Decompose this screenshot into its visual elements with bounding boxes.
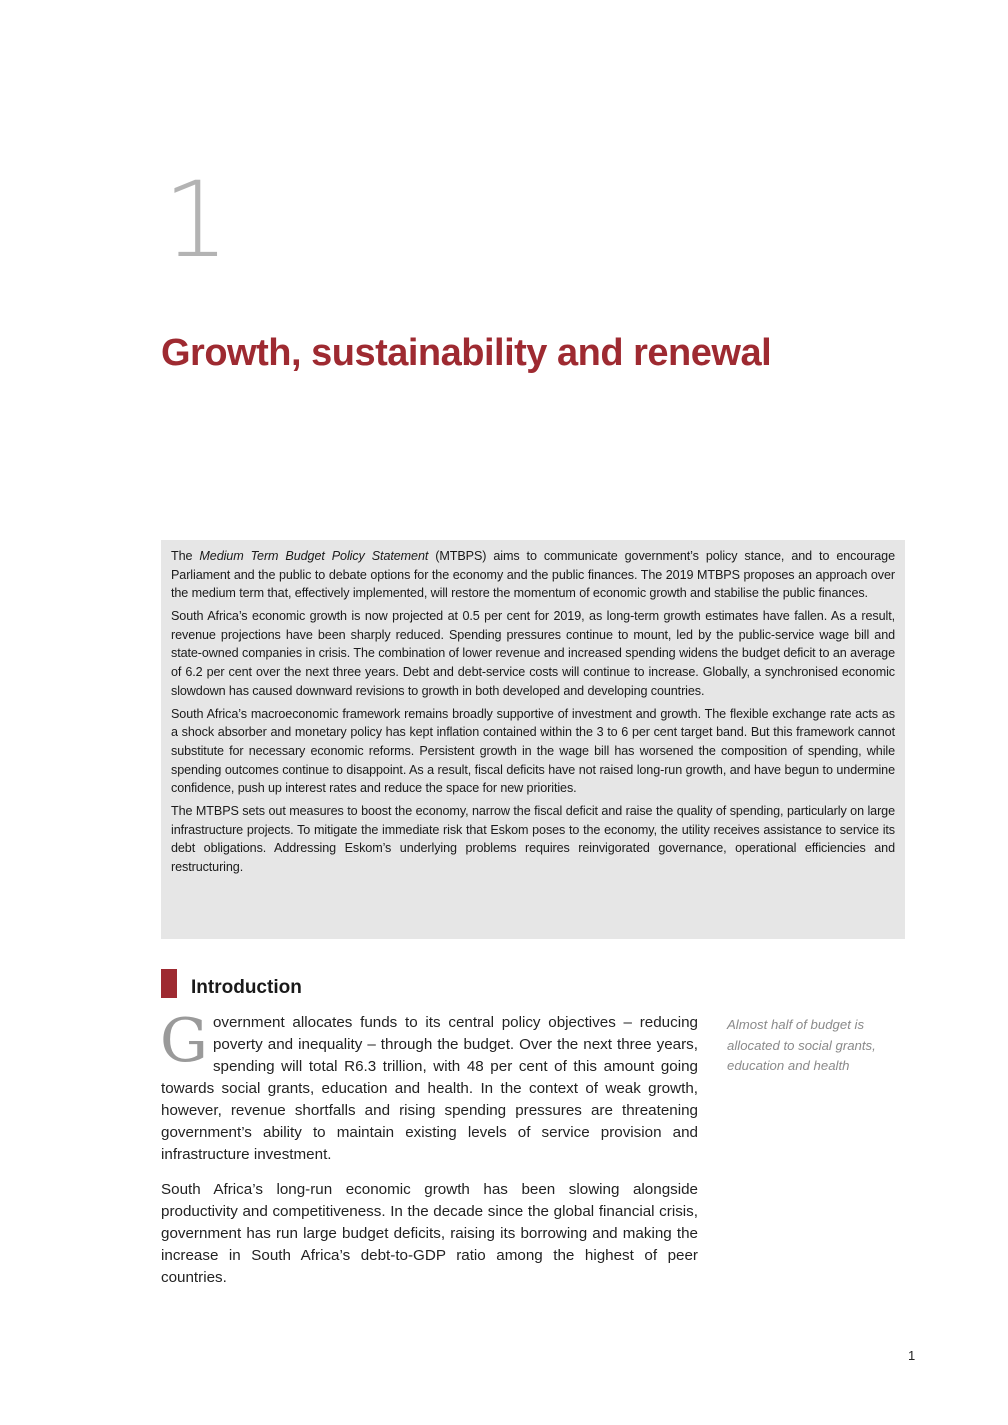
page-number: 1	[908, 1348, 916, 1363]
summary-paragraph-2: South Africa’s economic growth is now projected at 0.5 per cent for 2019, as long-term growth estimates have fallen. As a result, revenue projections have been sharply reduced. Spending pressures continue to mount, led by the public-service wage bill and state-owned companies in crisis. The combination of lower revenue and increased spending widens the budget deficit to an average of 6.2 per cent over the next three years. Debt and debt-service costs will continue to increase. Globally, a synchronised economic slowdown has caused downward revisions to growth in both developed and developing countries.	[171, 609, 895, 698]
summary-paragraph-1	[171, 547, 895, 603]
section-title: Introduction	[191, 977, 302, 998]
summary-paragraph-3: South Africa’s macroeconomic framework remains broadly supportive of investment and growth. The flexible exchange rate acts as a shock absorber and monetary policy has kept inflation contained within the 3 to 6 per cent target band. But this framework cannot substitute for necessary economic reforms. Persistent growth in the wage bill has worsened the composition of spending, while spending outcomes continue to disappoint. As a result, fiscal deficits have not raised long-run growth, and have begun to undermine confidence, push up interest rates and reduce the space for new priorities.	[171, 706, 895, 796]
introduction-paragraph-2: South Africa’s long-run economic growth has been slowing alongside productivity and competitiveness. In the decade since the global financial crisis, government has run large budget deficits, raising its borrowing and making the increase in South Africa’s debt-to-GDP ratio among the highest of peer countries.	[161, 1181, 698, 1286]
margin-note: Almost half of budget is allocated to social grants, education and health	[727, 1017, 876, 1073]
chapter-title: Growth, sustainability and renewal	[161, 332, 772, 374]
summary-paragraph-4: The MTBPS sets out measures to boost the economy, narrow the fiscal deficit and raise the quality of spending, particularly on large infrastructure projects. To mitigate the immediate risk that Eskom poses to the economy, the utility receives assistance to service its debt obligations. Addressing Eskom’s underlying problems requires reinvigorated governance, operational efficiencies and restructuring.	[171, 804, 895, 874]
drop-cap: G	[160, 1006, 208, 1076]
introduction-paragraph-1	[160, 1006, 698, 1166]
body-text-column	[160, 1006, 698, 1302]
section-marker-bar	[161, 969, 177, 998]
summary-p1-intro: The	[171, 549, 200, 563]
summary-p1-text: (MTBPS) aims to communicate government’s policy stance, and to encourage Parliament and the public to debate options for the economy and the public finances. The 2019 MTBPS proposes an approach over the medium term that, effectively implemented, will restore the momentum of economic growth and stabilise the public finances.	[171, 549, 895, 601]
chapter-summary-box	[161, 540, 905, 939]
introduction-p1-text: overnment allocates funds to its central policy objectives – reducing poverty and inequality – through the budget. Over the next three years, spending will total R6.3 trillion, with 48 per cent of this amount going towards social grants, education and health. In the context of weak growth, however, revenue shortfalls and rising spending pressures are threatening government’s ability to maintain existing levels of service provision and infrastructure investment.	[161, 1014, 698, 1163]
mtbps-document-title: Medium Term Budget Policy Statement	[199, 549, 429, 563]
chapter-number: 1	[163, 159, 230, 281]
introduction-heading	[161, 968, 302, 998]
